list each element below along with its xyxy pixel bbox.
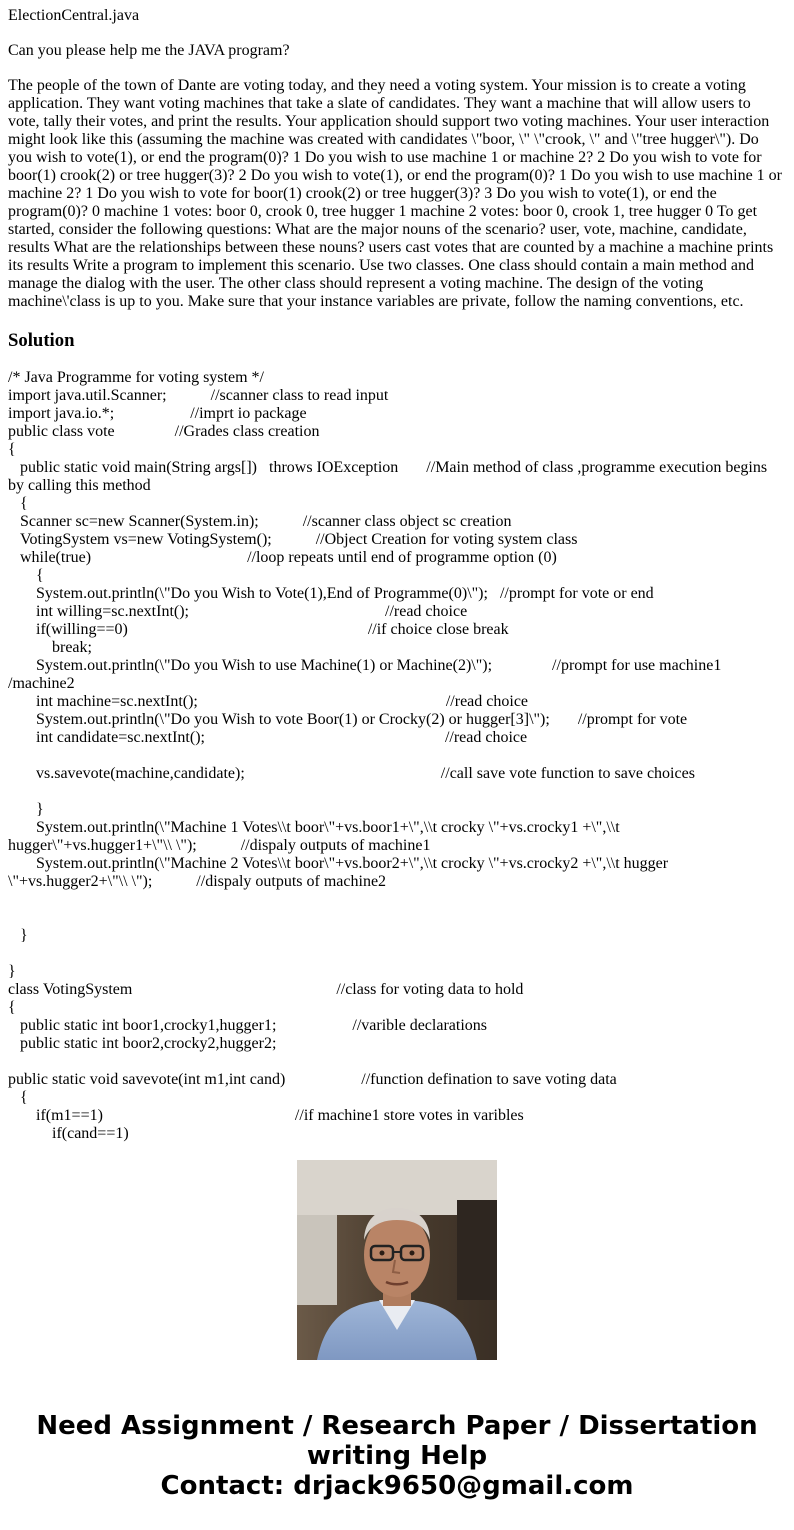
code-line: int willing=sc.nextInt(); //read choice bbox=[8, 603, 468, 620]
code-line: import java.io.*; //imprt io package bbox=[8, 405, 307, 422]
code-line: VotingSystem vs=new VotingSystem(); //Object Creation for voting system class bbox=[8, 531, 578, 548]
code-line: System.out.println(\"Do you Wish to vote Boor(1) or Crocky(2) or hugger[3]\"); //prompt for vote bbox=[8, 711, 688, 728]
code-line: public static int boor2,crocky2,hugger2; bbox=[8, 1035, 277, 1052]
code-line: public static int boor1,crocky1,hugger1; //varible declarations bbox=[8, 1017, 487, 1034]
code-line: { bbox=[8, 1089, 28, 1106]
code-line: if(m1==1) //if machine1 store votes in varibles bbox=[8, 1107, 524, 1124]
code-line bbox=[8, 783, 786, 801]
code-line bbox=[8, 1053, 786, 1071]
question-text: Can you please help me the JAVA program? bbox=[8, 42, 290, 59]
person-portrait-icon bbox=[297, 1160, 497, 1360]
code-line: } bbox=[8, 963, 16, 980]
code-line: public static void main(String args[]) throws IOException //Main method of class ,programme execution begins by calling this method bbox=[8, 459, 772, 494]
author-avatar bbox=[297, 1160, 497, 1360]
code-line: import java.util.Scanner; //scanner class to read input bbox=[8, 387, 389, 404]
code-line: { bbox=[8, 567, 44, 584]
code-line: System.out.println(\"Do you Wish to Vote(1),End of Programme(0)\"); //prompt for vote or end bbox=[8, 585, 654, 602]
file-title: ElectionCentral.java bbox=[8, 7, 140, 24]
code-line: public static void savevote(int m1,int cand) //function defination to save voting data bbox=[8, 1071, 617, 1088]
code-line: /* Java Programme for voting system */ bbox=[8, 369, 264, 386]
code-line bbox=[8, 945, 786, 963]
code-line: int candidate=sc.nextInt(); //read choice bbox=[8, 729, 528, 746]
code-line: while(true) //loop repeats until end of programme option (0) bbox=[8, 549, 557, 566]
code-line: int machine=sc.nextInt(); //read choice bbox=[8, 693, 529, 710]
code-line: vs.savevote(machine,candidate); //call save vote function to save choices bbox=[8, 765, 695, 782]
code-line: System.out.println(\"Do you Wish to use Machine(1) or Machine(2)\"); //prompt for use machine1 /machine2 bbox=[8, 657, 726, 692]
footer-help-text: Need Assignment / Research Paper / Dissertation writing Help bbox=[36, 1411, 758, 1471]
code-line: if(willing==0) //if choice close break bbox=[8, 621, 509, 638]
code-line: if(cand==1) bbox=[8, 1125, 129, 1142]
code-line: break; bbox=[8, 639, 92, 656]
code-line: System.out.println(\"Machine 2 Votes\\t boor\"+vs.boor2+\",\\t crocky \"+vs.crocky2 +\",\\t hugger \"+vs.hugger2+\"\\ \"); //dispaly outputs of machine2 bbox=[8, 855, 673, 890]
code-listing bbox=[8, 369, 786, 1142]
code-line: class VotingSystem //class for voting data to hold bbox=[8, 981, 524, 998]
code-line: public class vote //Grades class creation bbox=[8, 423, 320, 440]
code-line: Scanner sc=new Scanner(System.in); //scanner class object sc creation bbox=[8, 513, 512, 530]
document-page bbox=[0, 7, 794, 1142]
code-line: { bbox=[8, 495, 28, 512]
code-line: { bbox=[8, 999, 16, 1016]
code-line bbox=[8, 891, 786, 909]
solution-heading: Solution bbox=[8, 330, 75, 351]
code-line: System.out.println(\"Machine 1 Votes\\t boor\"+vs.boor1+\",\\t crocky \"+vs.crocky1 +\",\\t hugger\"+vs.hugger1+\"\\ \"); //dispaly outputs of machine1 bbox=[8, 819, 624, 854]
code-line: } bbox=[8, 927, 28, 944]
code-line bbox=[8, 909, 786, 927]
problem-description: The people of the town of Dante are voting today, and they need a voting system. Your mission is to create a voting application. They want voting machines that take a slate of candidates. They want a machine that will allow users to vote, tally their votes, and print the results. Your application should support two voting machines. Your user interaction might look like this (assuming the machine was created with candidates \"boor, \" \"crook, \" and \"tree hugger\"). Do you wish to vote(1), or end the program(0)? 1 Do you wish to use machine 1 or machine 2? 2 Do you wish to vote for boor(1) crook(2) or tree hugger(3)? 2 Do you wish to vote(1), or end the program(0)? 1 Do you wish to use machine 1 or machine 2? 1 Do you wish to vote for boor(1) crook(2) or tree hugger(3)? 3 Do you wish to vote(1), or end the program(0)? 0 machine 1 votes: boor 0, crook 0, tree hugger 1 machine 2 votes: boor 0, crook 1, tree hugger 0 To get started, consider the following questions: What are the major nouns of the scenario? user, vote, machine, candidate, results What are the relationships between these nouns? users cast votes that are counted by a machine a machine prints its results Write a program to implement this scenario. Use two classes. One class should contain a main method and manage the dialog with the user. The other class should represent a voting machine. The design of the voting machine\'class is up to you. Make sure that your instance variables are private, follow the naming conventions, etc. bbox=[8, 77, 783, 310]
footer-contact-text: Contact: drjack9650@gmail.com bbox=[160, 1471, 634, 1501]
code-line bbox=[8, 747, 786, 765]
code-line: } bbox=[8, 801, 44, 818]
footer-banner bbox=[0, 1411, 794, 1501]
code-line: { bbox=[8, 441, 16, 458]
